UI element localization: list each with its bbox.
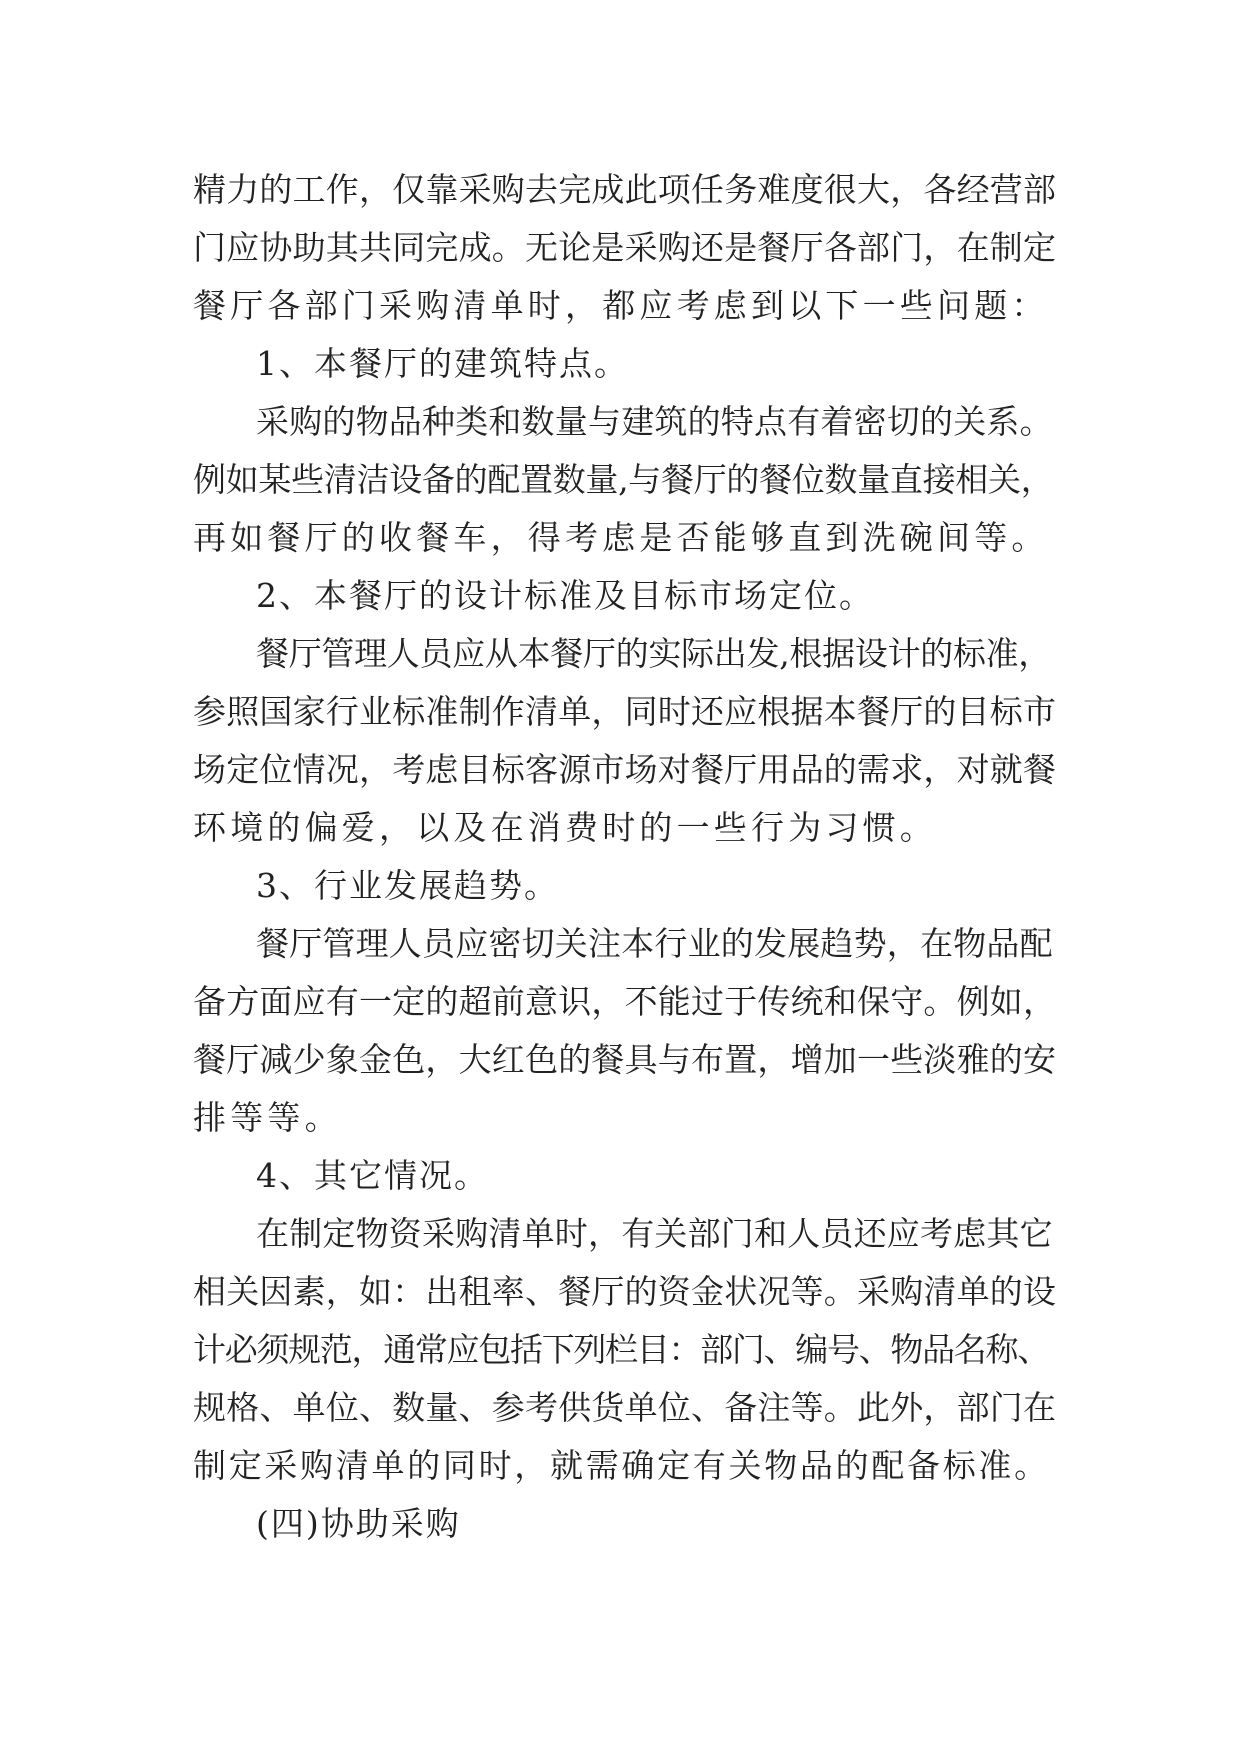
paragraph-line: 环境的偏爱，以及在消费时的一些行为习惯。	[193, 808, 937, 847]
paragraph-line: 门应协助其共同完成。无论是采购还是餐厅各部门，在制定	[193, 228, 1057, 267]
paragraph-line: 精力的工作，仅靠采购去完成此项任务难度很大，各经营部	[193, 170, 1057, 209]
paragraph-line: 在制定物资采购清单时，有关部门和人员还应考虑其它	[256, 1214, 1053, 1253]
paragraph-line: 采购的物品种类和数量与建筑的特点有着密切的关系。	[256, 402, 1053, 441]
section-heading: 4、其它情况。	[256, 1156, 489, 1195]
paragraph-line: 场定位情况，考虑目标客源市场对餐厅用品的需求，对就餐	[193, 750, 1057, 789]
section-heading: (四)协助采购	[256, 1504, 461, 1543]
paragraph-line: 参照国家行业标准制作清单，同时还应根据本餐厅的目标市	[193, 692, 1057, 731]
paragraph-line: 餐厅管理人员应密切关注本行业的发展趋势，在物品配	[256, 924, 1053, 963]
paragraph-line: 制定采购清单的同时，就需确定有关物品的配备标准。	[193, 1446, 1050, 1485]
section-heading: 3、行业发展趋势。	[256, 866, 559, 905]
paragraph-line: 餐厅管理人员应从本餐厅的实际出发,根据设计的标准，	[256, 634, 1051, 673]
paragraph-line: 排等等。	[193, 1098, 342, 1137]
paragraph-line: 餐厅各部门采购清单时，都应考虑到以下一些问题：	[193, 286, 1049, 325]
section-heading: 2、本餐厅的设计标准及目标市场定位。	[256, 576, 874, 615]
paragraph-line: 餐厅减少象金色，大红色的餐具与布置，增加一些淡雅的安	[193, 1040, 1057, 1079]
paragraph-line: 计必须规范，通常应包括下列栏目：部门、编号、物品名称、	[193, 1330, 1049, 1369]
paragraph-line: 例如某些清洁设备的配置数量,与餐厅的餐位数量直接相关，	[193, 460, 1054, 499]
paragraph-line: 相关因素，如：出租率、餐厅的资金状况等。采购清单的设	[193, 1272, 1057, 1311]
section-heading: 1、本餐厅的建筑特点。	[256, 344, 629, 383]
paragraph-line: 规格、单位、数量、参考供货单位、备注等。此外，部门在	[193, 1388, 1057, 1427]
paragraph-line: 备方面应有一定的超前意识，不能过于传统和保守。例如，	[193, 982, 1057, 1021]
paragraph-line: 再如餐厅的收餐车，得考虑是否能够直到洗碗间等。	[193, 518, 1049, 557]
